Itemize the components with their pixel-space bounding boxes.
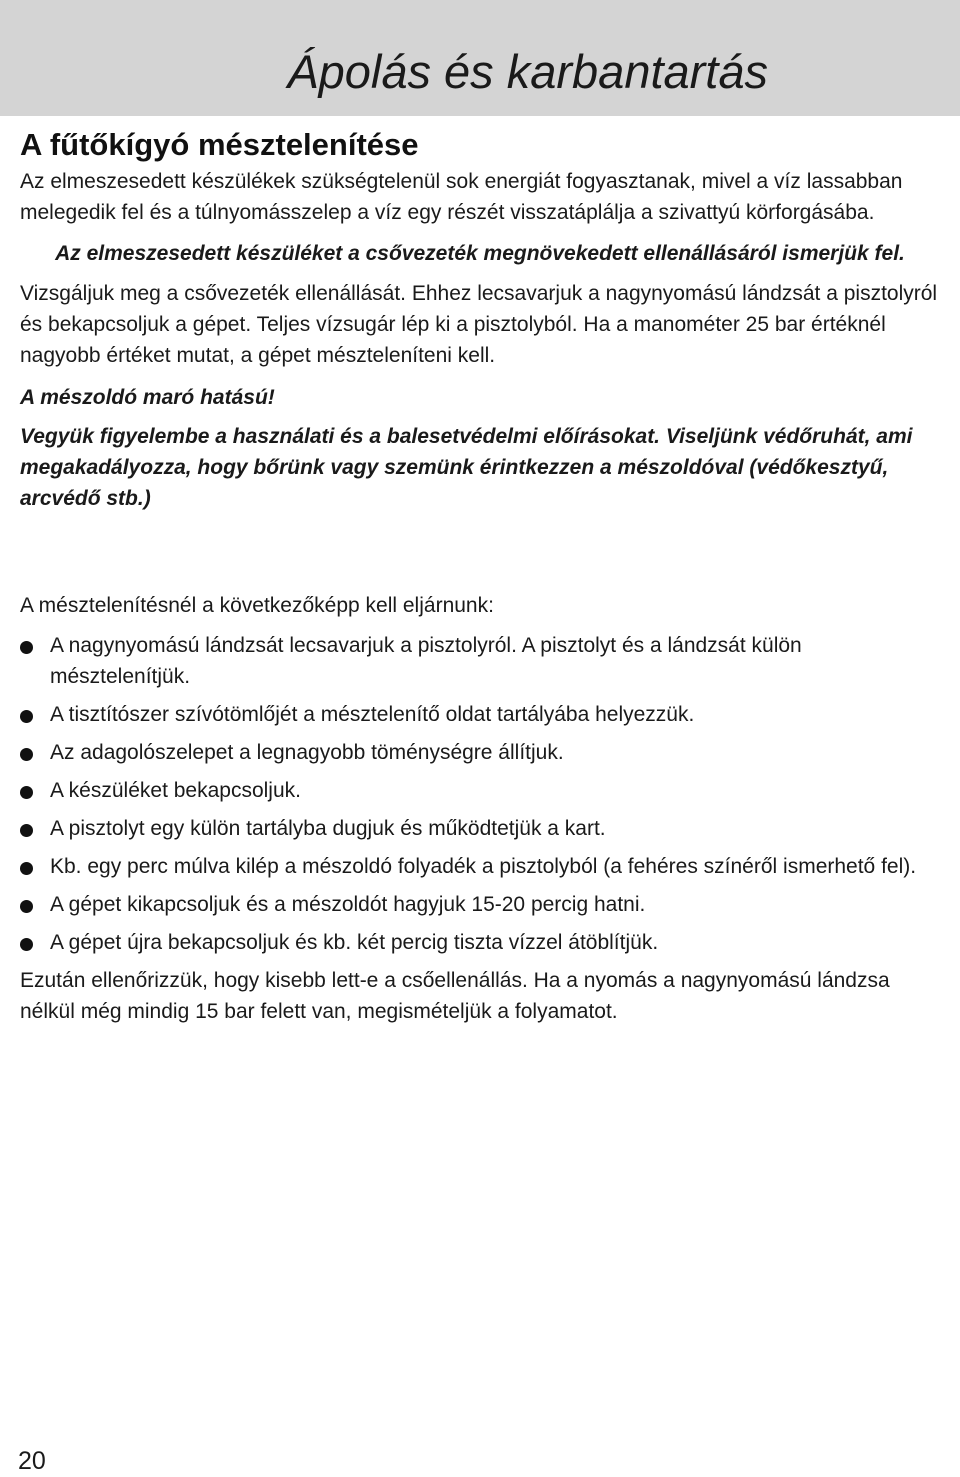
step-item	[20, 927, 940, 958]
step-text: A pisztolyt egy külön tartályba dugjuk és működtetjük a kart.	[50, 817, 606, 840]
bullet-icon	[20, 862, 33, 875]
procedure-steps	[20, 630, 940, 958]
callout-text: Az elmeszesedett készüléket a csővezeték megnövekedett ellenállásáról ismerjük fel.	[55, 242, 905, 265]
step-item	[20, 699, 940, 730]
page-title: Ápolás és karbantartás	[287, 45, 768, 98]
procedure-intro: A mésztelenítésnél a következőképp kell eljárnunk:	[20, 594, 494, 617]
bullet-icon	[20, 824, 33, 837]
bullet-icon	[20, 641, 33, 654]
step-text: A tisztítószer szívótömlőjét a mésztelenítő oldat tartályába helyezzük.	[50, 703, 695, 726]
main-content	[20, 126, 940, 1027]
bullet-icon	[20, 748, 33, 761]
step-item	[20, 851, 940, 882]
step-text: A készüléket bekapcsoljuk.	[50, 779, 301, 802]
step-item	[20, 630, 940, 692]
step-item	[20, 737, 940, 768]
bullet-icon	[20, 900, 33, 913]
step-text: A nagynyomású lándzsát lecsavarjuk a pisztolyról. A pisztolyt és a lándzsát külön mésztelenítjük.	[50, 634, 802, 688]
step-text: Az adagolószelepet a legnagyobb töménységre állítjuk.	[50, 741, 564, 764]
warning-title: A mészoldó maró hatású!	[20, 386, 275, 409]
intro-paragraph: Az elmeszesedett készülékek szükségtelenül sok energiát fogyasztanak, mivel a víz lassabban melegedik fel és a túlnyomásszelep a víz egy részét visszatáplálja a szivattyú körforgásába.	[20, 170, 903, 224]
test-paragraph: Vizsgáljuk meg a csővezeték ellenállását. Ehhez lecsavarjuk a nagynyomású lándzsát a pisztolyról és bekapcsoljuk a gépet. Teljes vízsugár lép ki a pisztolyból. Ha a manométer 25 bar értéknél nagyobb értéket mutat, a gépet mészteleníteni kell.	[20, 282, 938, 367]
step-item	[20, 889, 940, 920]
step-text: Kb. egy perc múlva kilép a mészoldó folyadék a pisztolyból (a fehéres színéről ismerhető fel).	[50, 855, 917, 878]
step-item	[20, 813, 940, 844]
bullet-icon	[20, 710, 33, 723]
section-heading: A fűtőkígyó mésztelenítése	[20, 127, 419, 162]
warning-body: Vegyük figyelembe a használati és a balesetvédelmi előírásokat. Viseljünk védőruhát, ami megakadályozza, hogy bőrünk vagy szemünk érintkezzen a mészoldóval (védőkesztyű, arcvédő stb.)	[20, 425, 913, 510]
step-text: A gépet újra bekapcsoljuk és kb. két percig tiszta vízzel átöblítjük.	[50, 931, 659, 954]
step-item	[20, 775, 940, 806]
header-band	[0, 0, 960, 116]
page-number: 20	[18, 1447, 46, 1475]
bullet-icon	[20, 786, 33, 799]
bullet-icon	[20, 938, 33, 951]
step-text: A gépet kikapcsoljuk és a mészoldót hagyjuk 15-20 percig hatni.	[50, 893, 646, 916]
closing-paragraph: Ezután ellenőrizzük, hogy kisebb lett-e a csőellenállás. Ha a nyomás a nagynyomású lándzsa nélkül még mindig 15 bar felett van, megismételjük a folyamatot.	[20, 969, 890, 1023]
